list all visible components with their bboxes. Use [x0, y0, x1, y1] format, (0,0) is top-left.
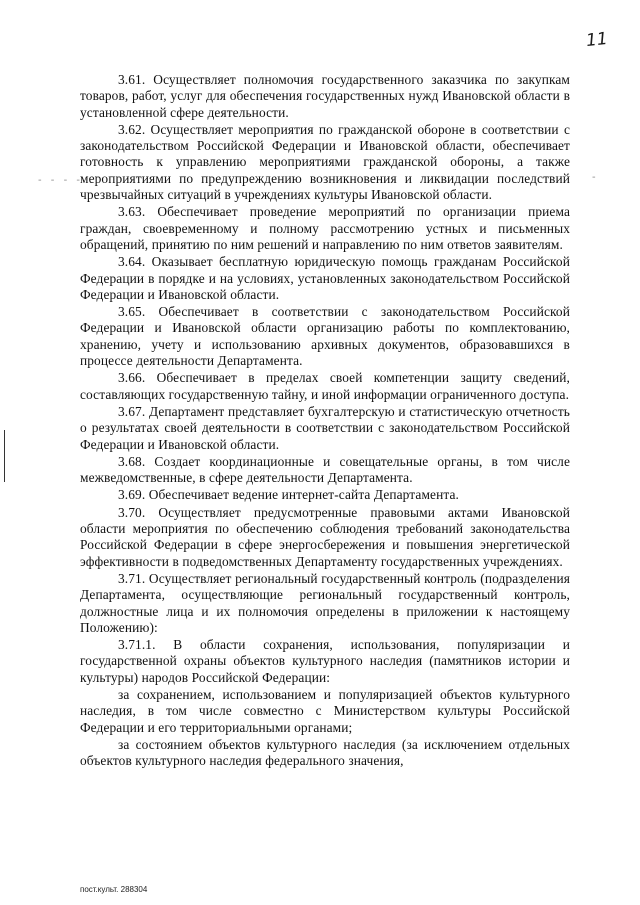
- paragraph-3-64: 3.64. Оказывает бесплатную юридическую помощь гражданам Российской Федерации в порядке и на условиях, установленных законодательством Российской Федерации и Ивановской области.: [80, 254, 570, 302]
- footer-document-code: пост.культ. 288304: [80, 885, 148, 894]
- margin-mark-left: - - - -: [38, 175, 83, 186]
- paragraph-3-66: 3.66. Обеспечивает в пределах своей компетенции защиту сведений, составляющих государственную тайну, и иной информации ограниченного доступа.: [80, 370, 570, 402]
- paragraph-3-62: 3.62. Осуществляет мероприятия по гражданской обороне в соответствии с законодательством Российской Федерации и Ивановской области, обеспечивает готовность к управлению мероприятиями гражданской обороны, а также мероприятиями по предупреждению возникновения и ликвидации последствий чрезвычайных ситуаций в учреждениях культуры Ивановской области.: [80, 121, 570, 203]
- paragraph-3-71: 3.71. Осуществляет региональный государственный контроль (подразделения Департамента, осуществляющие региональный государственный контроль, должностные лица и их полномочия определены в приложении к настоящему Положению):: [80, 570, 570, 635]
- paragraph-condition-control: за состоянием объектов культурного наследия (за исключением отдельных объектов культурного наследия федерального значения,: [80, 736, 570, 769]
- document-body: [80, 72, 570, 769]
- paragraph-3-67: 3.67. Департамент представляет бухгалтерскую и статистическую отчетность о результатах своей деятельности в соответствии с законодательством Российской Федерации и Ивановской области.: [80, 403, 570, 452]
- margin-mark-right: -: [592, 172, 596, 183]
- paragraph-3-70: 3.70. Осуществляет предусмотренные правовыми актами Ивановской области мероприятия по обеспечению соблюдения требований законодательства Российской Федерации в сфере энергосбережения и повышения энергетической эффективности в подведомственных Департаменту государственных учреждениях.: [80, 504, 570, 569]
- scan-edge-mark: [4, 430, 5, 482]
- paragraph-3-69: 3.69. Обеспечивает ведение интернет-сайта Департамента.: [118, 487, 459, 503]
- paragraph-3-65: 3.65. Обеспечивает в соответствии с законодательством Российской Федерации и Ивановской области организацию работы по комплектованию, хранению, учету и использованию архивных документов, образовавшихся в процессе деятельности Департамента.: [80, 304, 570, 369]
- paragraph-3-63: 3.63. Обеспечивает проведение мероприятий по организации приема граждан, своевременному и полному рассмотрению устных и письменных обращений, принятию по ним решений и направлению по ним ответов заявителям.: [80, 204, 570, 252]
- paragraph-preservation-control: за сохранением, использованием и популяризацией объектов культурного наследия, в том числе совместно с Министерством культуры Российской Федерации и его территориальными органами;: [80, 686, 570, 735]
- paragraph-3-68: 3.68. Создает координационные и совещательные органы, в том числе межведомственные, в сфере деятельности Департамента.: [80, 453, 570, 486]
- page-number: 11: [585, 28, 609, 52]
- paragraph-3-61: 3.61. Осуществляет полномочия государственного заказчика по закупкам товаров, работ, услуг для обеспечения государственных нужд Ивановской области в установленной сфере деятельности.: [80, 72, 570, 120]
- paragraph-3-71-1: 3.71.1. В области сохранения, использования, популяризации и государственной охраны объектов культурного наследия (памятников истории и культуры) народов Российской Федерации:: [80, 637, 570, 685]
